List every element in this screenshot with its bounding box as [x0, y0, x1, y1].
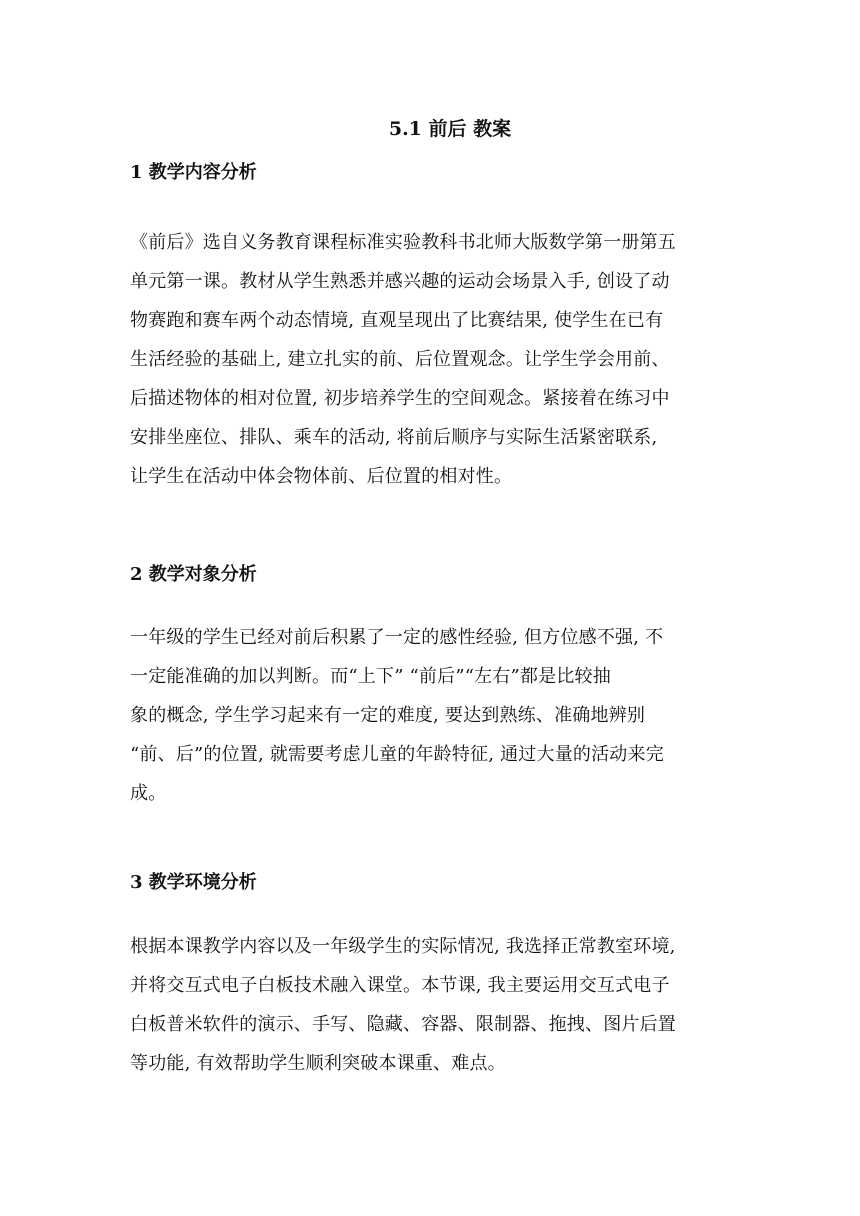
paragraph-line: 让学生在活动中体会物体前、后位置的相对性。: [130, 466, 513, 487]
section-heading-environment-analysis: 3 教学环境分析: [130, 872, 257, 893]
paragraph-line: 一定能准确的加以判断。而“上下” “前后”“左右”都是比较抽: [130, 666, 611, 687]
paragraph-line: 白板普米软件的演示、手写、隐藏、容器、限制器、拖拽、图片后置: [130, 1014, 676, 1035]
paragraph-line: 物赛跑和赛车两个动态情境, 直观呈现出了比赛结果, 使学生在已有: [130, 310, 664, 331]
paragraph-line: 单元第一课。教材从学生熟悉并感兴趣的运动会场景入手, 创设了动: [130, 271, 670, 292]
paragraph-line: 后描述物体的相对位置, 初步培养学生的空间观念。紧接着在练习中: [130, 388, 670, 409]
paragraph-line: 象的概念, 学生学习起来有一定的难度, 要达到熟练、准确地辨别: [130, 705, 646, 726]
paragraph-line: 安排坐座位、排队、乘车的活动, 将前后顺序与实际生活紧密联系,: [130, 427, 658, 448]
paragraph-line: 等功能, 有效帮助学生顺利突破本课重、难点。: [130, 1053, 506, 1074]
paragraph-line: 并将交互式电子白板技术融入课堂。本节课, 我主要运用交互式电子: [130, 975, 670, 996]
paragraph-line: 成。: [130, 783, 167, 804]
section-heading-content-analysis: 1 教学内容分析: [130, 162, 257, 183]
section-heading-student-analysis: 2 教学对象分析: [130, 564, 257, 585]
document-title: 5.1 前后 教案: [388, 118, 512, 140]
paragraph-line: 根据本课教学内容以及一年级学生的实际情况, 我选择正常教室环境,: [130, 936, 676, 957]
paragraph-line: 《前后》选自义务教育课程标准实验教科书北师大版数学第一册第五: [130, 232, 676, 253]
paragraph-line: 一年级的学生已经对前后积累了一定的感性经验, 但方位感不强, 不: [130, 627, 664, 648]
paragraph-line: 生活经验的基础上, 建立扎实的前、后位置观念。让学生学会用前、: [130, 349, 670, 370]
paragraph-line: “前、后”的位置, 就需要考虑儿童的年龄特征, 通过大量的活动来完: [130, 744, 664, 765]
